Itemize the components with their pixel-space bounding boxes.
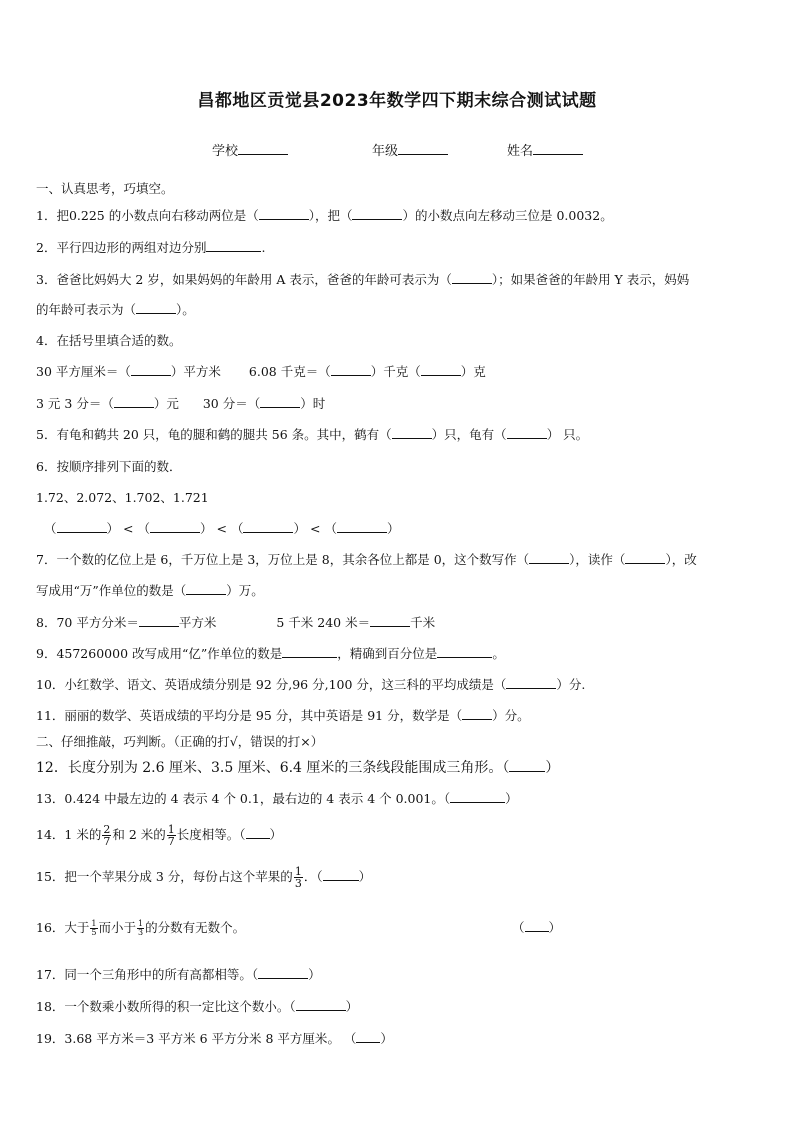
answer-blank[interactable] — [506, 676, 556, 689]
question-2: 2．平行四边形的两组对边分别 . — [36, 240, 266, 255]
answer-blank[interactable] — [57, 520, 107, 533]
answer-blank[interactable] — [450, 790, 505, 803]
answer-blank[interactable] — [337, 520, 387, 533]
question-4-row-2: 3 元 3 分＝（ ）元 30 分＝（ ）时 — [36, 396, 326, 411]
fraction: $\frac{1}{7}$ — [167, 823, 175, 848]
grade-blank[interactable] — [398, 142, 448, 155]
question-6-numbers: 1.72、2.072、1.702、1.721 — [36, 490, 209, 505]
answer-blank[interactable] — [356, 1030, 380, 1043]
answer-blank[interactable] — [260, 395, 300, 408]
answer-blank[interactable] — [243, 520, 293, 533]
question-16: 16．大于 $\frac{1}{5}$ 而小于 $\frac{1}{3}$ 的分数有无数个。 — [36, 919, 246, 937]
question-17: 17．同一个三角形中的所有高都相等。（ ） — [36, 967, 321, 982]
question-5: 5．有龟和鹤共 20 只，龟的腿和鹤的腿共 56 条。其中，鹤有（ ）只，龟有（ ） 只。 — [36, 427, 589, 442]
section-1-heading: 一、认真思考，巧填空。 — [36, 181, 174, 196]
answer-blank[interactable] — [114, 395, 154, 408]
fraction: $\frac{1}{3}$ — [294, 865, 302, 890]
name-blank[interactable] — [533, 142, 583, 155]
answer-blank[interactable] — [246, 826, 270, 839]
question-6-order: （ ） < （ ） < （ ） < （ ） — [44, 521, 400, 536]
answer-blank[interactable] — [150, 520, 200, 533]
answer-blank[interactable] — [452, 271, 492, 284]
answer-blank[interactable] — [370, 614, 410, 627]
answer-blank[interactable] — [136, 301, 176, 314]
name-field[interactable] — [507, 140, 583, 159]
fraction: $\frac{1}{5}$ — [91, 919, 97, 937]
question-12: 12．长度分别为 2.6 厘米、3.5 厘米、6.4 厘米的三条线段能围成三角形。（ ） — [36, 760, 560, 776]
answer-blank[interactable] — [258, 966, 308, 979]
answer-blank[interactable] — [625, 551, 665, 564]
answer-blank[interactable] — [331, 363, 371, 376]
question-15: 15．把一个苹果分成 3 分，每份占这个苹果的 $\frac{1}{3}$ ．（ ） — [36, 865, 372, 890]
answer-blank[interactable] — [131, 363, 171, 376]
answer-blank[interactable] — [392, 426, 432, 439]
answer-blank[interactable] — [529, 551, 569, 564]
grade-label: 年级 — [372, 144, 399, 159]
answer-blank[interactable] — [259, 207, 309, 220]
section-2-heading: 二、仔细推敲，巧判断。（正确的打√，错误的打×） — [36, 734, 324, 749]
fraction: $\frac{2}{7}$ — [103, 823, 111, 848]
question-7-cont: 写成用“万”作单位的数是（ ）万。 — [36, 583, 264, 598]
question-7: 7．一个数的亿位上是 6，千万位上是 3，万位上是 8，其余各位上都是 0，这个数写作（ ），读作（ ），改 — [36, 552, 697, 567]
fraction: $\frac{1}{3}$ — [138, 919, 144, 937]
answer-blank[interactable] — [507, 426, 547, 439]
school-blank[interactable] — [238, 142, 288, 155]
school-field[interactable] — [212, 140, 288, 159]
answer-blank[interactable] — [462, 707, 492, 720]
question-14: 14．1 米的 $\frac{2}{7}$ 和 2 米的 $\frac{1}{7}$ 长度相等。（ ） — [36, 823, 283, 848]
page-title: 昌都地区贡觉县2023年数学四下期末综合测试试题 — [197, 91, 597, 111]
answer-blank[interactable] — [139, 614, 179, 627]
question-4-row-1: 30 平方厘米＝（ ）平方米 6.08 千克＝（ ）千克（ ）克 — [36, 364, 486, 379]
question-3: 3．爸爸比妈妈大 2 岁，如果妈妈的年龄用 A 表示，爸爸的年龄可表示为（ ）；如果爸爸的年龄用 Y 表示，妈妈 — [36, 272, 690, 287]
question-3-cont: 的年龄可表示为（ ）。 — [36, 302, 195, 317]
answer-blank[interactable] — [421, 363, 461, 376]
question-11: 11．丽丽的数学、英语成绩的平均分是 95 分，其中英语是 91 分，数学是（ ）分。 — [36, 708, 530, 723]
school-label: 学校 — [212, 144, 239, 159]
question-6: 6．按顺序排列下面的数． — [36, 459, 182, 474]
answer-blank[interactable] — [206, 239, 261, 252]
answer-blank[interactable] — [352, 207, 402, 220]
question-8: 8．70 平方分米＝ 平方米 5 千米 240 米＝ 千米 — [36, 615, 436, 630]
answer-blank[interactable] — [437, 645, 492, 658]
question-1: 1．把0.225 的小数点向右移动两位是（ ），把（ ）的小数点向左移动三位是 0.0032。 — [36, 208, 613, 223]
question-19: 19．3.68 平方米＝3 平方米 6 平方分米 8 平方厘米。 （ ） — [36, 1031, 393, 1046]
answer-blank[interactable] — [323, 868, 359, 881]
answer-blank[interactable] — [296, 998, 346, 1011]
answer-blank[interactable] — [282, 645, 337, 658]
question-18: 18．一个数乘小数所得的积一定比这个数小。（ ） — [36, 999, 359, 1014]
answer-blank[interactable] — [509, 759, 545, 772]
question-4: 4．在括号里填合适的数。 — [36, 333, 182, 348]
question-10: 10．小红数学、语文、英语成绩分别是 92 分,96 分,100 分，这三科的平均成绩是（ ）分. — [36, 677, 586, 692]
question-13: 13．0.424 中最左边的 4 表示 4 个 0.1，最右边的 4 表示 4 个 0.001。（ ） — [36, 791, 518, 806]
question-16-answer: （ ） — [512, 920, 562, 935]
answer-blank[interactable] — [525, 919, 549, 932]
name-label: 姓名 — [507, 144, 534, 159]
question-9: 9．457260000 改写成用“亿”作单位的数是 ，精确到百分位是 。 — [36, 646, 505, 661]
answer-blank[interactable] — [186, 582, 226, 595]
grade-field[interactable] — [372, 140, 448, 159]
